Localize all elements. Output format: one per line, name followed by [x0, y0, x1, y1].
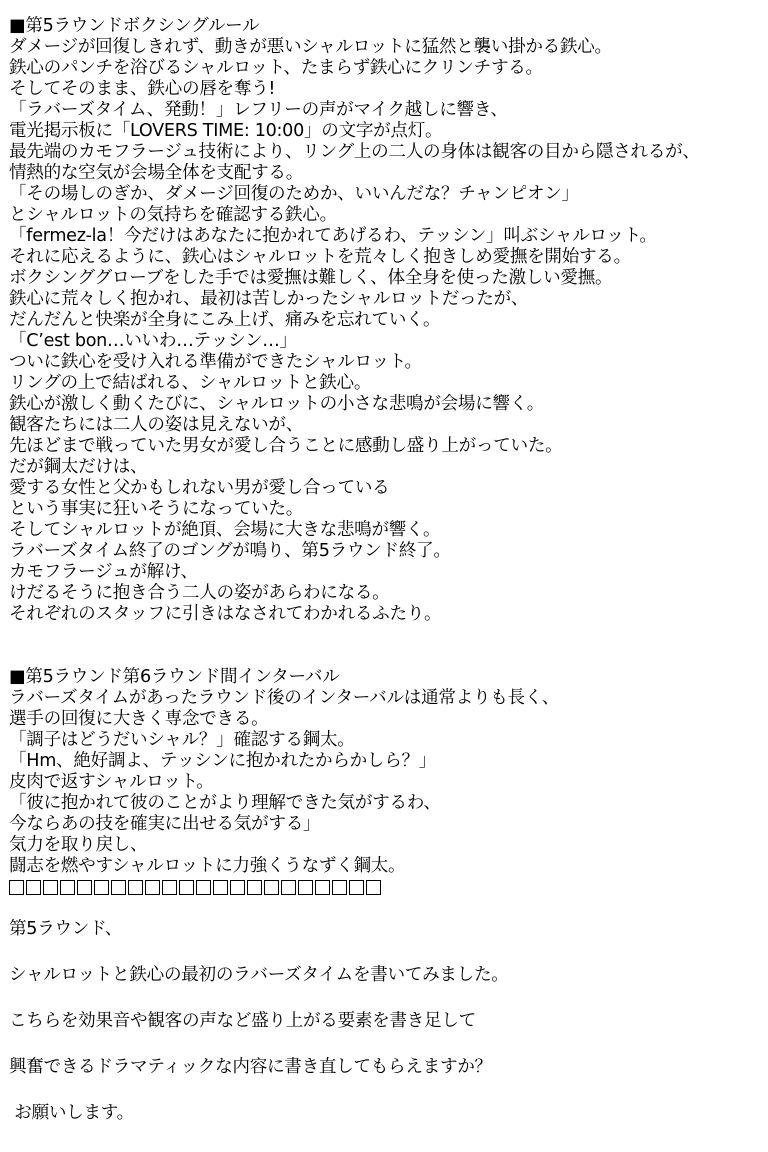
text-line: 観客たちには二人の姿は見えないが、 — [9, 415, 303, 435]
text-line: 「その場しのぎか、ダメージ回復のためか、いいんだな？チャンピオン」 — [9, 184, 579, 204]
text-line: それに応えるように、鉄心はシャルロットを荒々しく抱きしめ愛撫を開始する。 — [9, 247, 631, 267]
placeholder-box — [26, 880, 41, 895]
request-line: 第5ラウンド、 — [9, 919, 123, 939]
request-line: こちらを効果音や観客の声など盛り上がる要素を書き足して — [9, 1011, 476, 1031]
text-line: という事実に狂いそうになっていた。 — [9, 499, 303, 519]
text-line: 「調子はどうだいシャル？」確認する鋼太。 — [9, 730, 355, 750]
text-line: カモフラージュが解け、 — [9, 562, 198, 582]
text-line: けだるそうに抱き合う二人の姿があらわになる。 — [9, 583, 390, 603]
section-heading: ■第5ラウンドボクシングルール — [9, 16, 260, 36]
text-line: 「fermez-la！今だけはあなたに抱かれてあげるわ、テッシン」叫ぶシャルロット。 — [9, 226, 657, 246]
text-line: 鉄心が激しく動くたびに、シャルロットの小さな悲鳴が会場に響く。 — [9, 394, 545, 414]
placeholder-box — [94, 880, 109, 895]
blank-line — [9, 986, 764, 1011]
placeholder-box-row — [9, 877, 764, 898]
placeholder-box — [315, 880, 330, 895]
text-line: そしてそのまま、鉄心の唇を奪う! — [9, 79, 276, 99]
placeholder-box — [111, 880, 126, 895]
text-line: 鉄心に荒々しく抱かれ、最初は苦しかったシャルロットだったが、 — [9, 289, 529, 309]
section-round5-rules — [9, 16, 764, 625]
text-line: 闘志を燃やすシャルロットに力強くうなずく鋼太。 — [9, 856, 406, 876]
text-line: 気力を取り戻し、 — [9, 835, 148, 855]
placeholder-box — [349, 880, 364, 895]
section-heading: ■第5ラウンド第6ラウンド間インターバル — [9, 667, 340, 687]
placeholder-box — [230, 880, 245, 895]
text-line: 皮肉で返すシャルロット。 — [9, 772, 214, 792]
document-page — [9, 16, 764, 1124]
blank-line — [9, 1032, 764, 1057]
blank-line — [9, 940, 764, 965]
placeholder-box — [196, 880, 211, 895]
text-line: 「ラバーズタイム、発動！」レフリーの声がマイク越しに響き、 — [9, 100, 508, 120]
placeholder-box — [128, 880, 143, 895]
request-line: シャルロットと鉄心の最初のラバーズタイムを書いてみました。 — [9, 965, 509, 985]
blank-line — [9, 1078, 764, 1103]
text-line: 先ほどまで戦っていた男女が愛し合うことに感動し盛り上がっていた。 — [9, 436, 563, 456]
section-interval — [9, 667, 764, 898]
placeholder-box — [9, 880, 24, 895]
text-line: 愛する女性と父かもしれない男が愛し合っている — [9, 478, 390, 498]
placeholder-box — [247, 880, 262, 895]
placeholder-box — [332, 880, 347, 895]
blank-line — [9, 898, 764, 919]
text-line: ついに鉄心を受け入れる準備ができたシャルロット。 — [9, 352, 422, 372]
text-line: だんだんと快楽が全身にこみ上げ、痛みを忘れていく。 — [9, 310, 441, 330]
text-line: だが鋼太だけは、 — [9, 457, 148, 477]
placeholder-box — [60, 880, 75, 895]
text-line: 「彼に抱かれて彼のことがより理解できた気がするわ、 — [9, 793, 441, 813]
blank-line — [9, 625, 764, 646]
text-line: 電光掲示板に「LOVERS TIME: 10:00」の文字が点灯。 — [9, 121, 443, 141]
text-line: ラバーズタイムがあったラウンド後のインターバルは通常よりも長く、 — [9, 688, 560, 708]
placeholder-box — [43, 880, 58, 895]
section-request — [9, 919, 764, 1124]
text-line: 選手の回復に大きく専念できる。 — [9, 709, 269, 729]
text-line: 情熱的な空気が会場全体を支配する。 — [9, 163, 303, 183]
text-line: それぞれのスタッフに引きはなされてわかれるふたり。 — [9, 604, 442, 624]
request-line: お願いします。 — [9, 1103, 134, 1123]
text-line: そしてシャルロットが絶頂、会場に大きな悲鳴が響く。 — [9, 520, 441, 540]
text-line: 最先端のカモフラージュ技術により、リング上の二人の身体は観客の目から隠されるが、 — [9, 142, 700, 162]
text-line: ボクシンググローブをした手では愛撫は難しく、体全身を使った激しい愛撫。 — [9, 268, 613, 288]
request-line: 興奮できるドラマティックな内容に書き直してもらえますか？ — [9, 1057, 492, 1077]
placeholder-box — [162, 880, 177, 895]
placeholder-box — [77, 880, 92, 895]
blank-line — [9, 646, 764, 667]
placeholder-box — [145, 880, 160, 895]
placeholder-box — [179, 880, 194, 895]
placeholder-box — [264, 880, 279, 895]
placeholder-box — [366, 880, 381, 895]
placeholder-box — [298, 880, 313, 895]
text-line: 「C’est bon…いいわ…テッシン…」 — [9, 331, 297, 351]
placeholder-box — [281, 880, 296, 895]
text-line: ダメージが回復しきれず、動きが悪いシャルロットに猛然と襲い掛かる鉄心。 — [9, 37, 612, 57]
placeholder-box — [213, 880, 228, 895]
text-line: とシャルロットの気持ちを確認する鉄心。 — [9, 205, 337, 225]
text-line: 「Hm、絶好調よ、テッシンに抱かれたからかしら？」 — [9, 751, 437, 771]
text-line: リングの上で結ばれる、シャルロットと鉄心。 — [9, 373, 372, 393]
text-line: 今ならあの技を確実に出せる気がする」 — [9, 814, 321, 834]
text-line: 鉄心のパンチを浴びるシャルロット、たまらず鉄心にクリンチする。 — [9, 58, 543, 78]
text-line: ラバーズタイム終了のゴングが鳴り、第5ラウンド終了。 — [9, 541, 451, 561]
